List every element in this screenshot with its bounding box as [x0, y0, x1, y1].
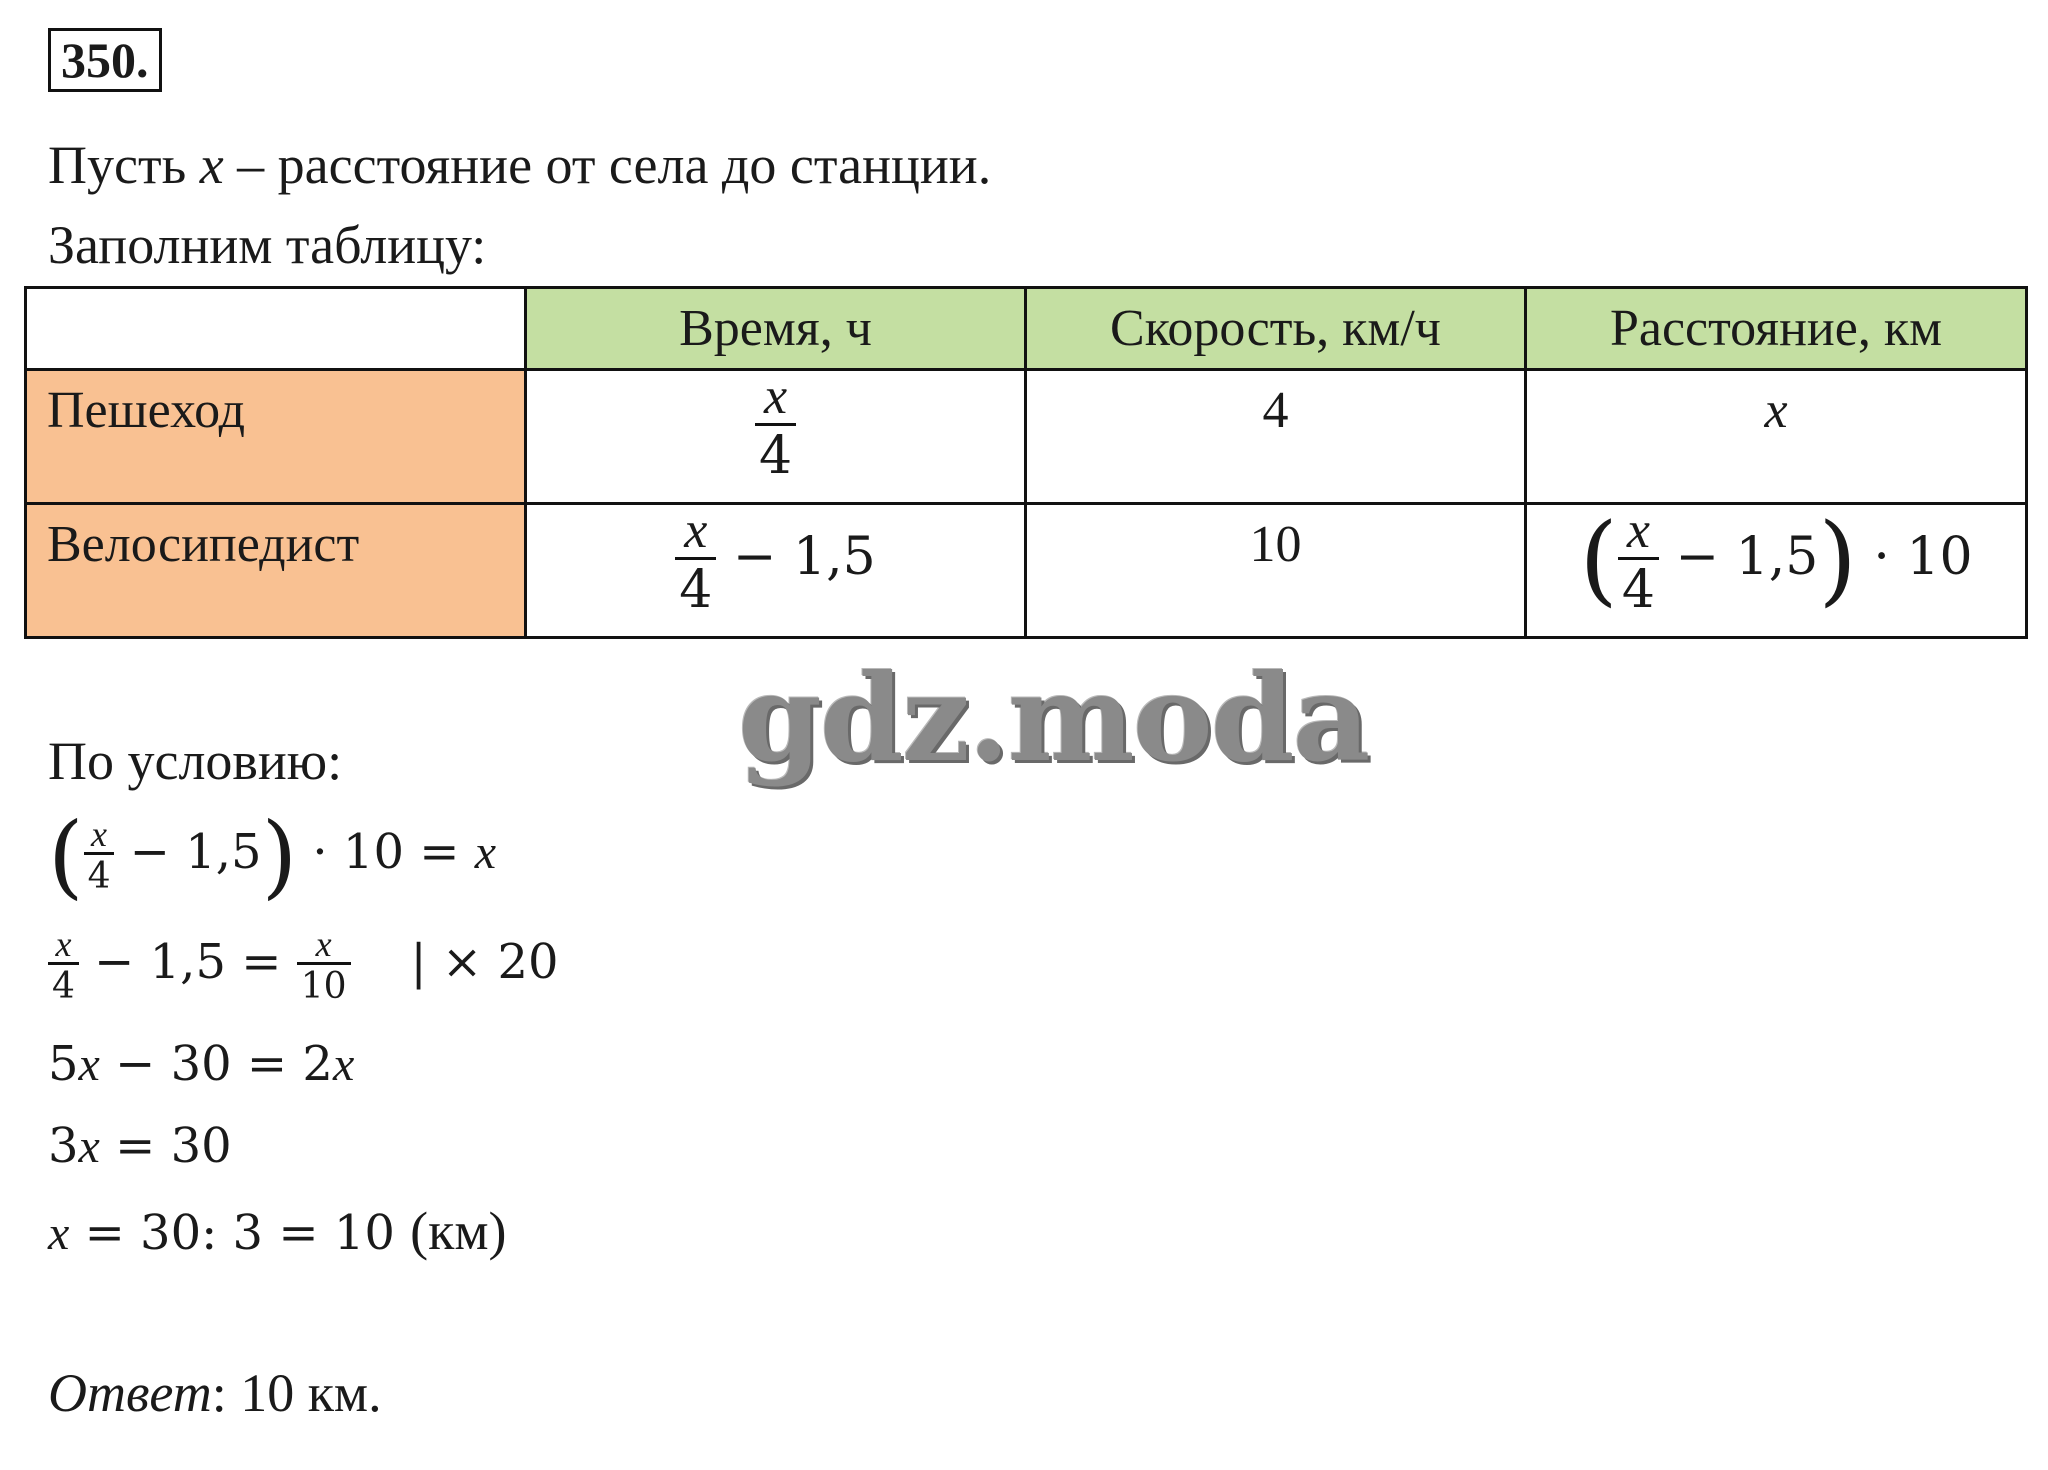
table-row-cyclist: [26, 504, 2027, 638]
answer-text: : 10 км.: [211, 1363, 382, 1423]
equation-3: [48, 1036, 355, 1092]
cell-cyclist-distance: [1526, 504, 2027, 638]
intro-line-2: Заполним таблицу:: [48, 215, 487, 275]
equation-2: [48, 926, 559, 1005]
table-row-pedestrian: [26, 370, 2027, 504]
distance-mid: − 1,5: [1659, 527, 1819, 587]
eq3-a: 5: [48, 1036, 79, 1092]
fraction: [84, 814, 115, 898]
eq2-mid: − 1,5 =: [78, 934, 297, 990]
eq5-b: = 30: 3 = 10: [69, 1205, 411, 1261]
close-paren: ): [261, 802, 298, 909]
fraction: [675, 502, 716, 620]
open-paren: (: [48, 802, 84, 909]
cell-pedestrian-distance: x: [1526, 370, 2027, 504]
answer-label: Ответ: [48, 1363, 212, 1423]
fraction-denominator: 4: [675, 557, 716, 616]
intro-after: – расстояние от села до станции.: [223, 135, 992, 195]
fraction-numerator: x: [91, 814, 108, 855]
cell-cyclist-time: [526, 504, 1026, 638]
equation-5: [48, 1201, 507, 1261]
close-paren: ): [1818, 502, 1857, 618]
fraction-numerator: x: [55, 924, 72, 964]
distance-tail: · 10: [1856, 527, 1973, 587]
eq1-tail: · 10 =: [297, 824, 475, 881]
eq5-unit: (км): [410, 1201, 507, 1261]
eq4-a: 3: [48, 1118, 79, 1174]
cell-pedestrian-speed: 4: [1026, 370, 1526, 504]
header-time: Время, ч: [526, 288, 1026, 370]
problem-number: 350.: [48, 28, 162, 92]
table-header-row: [26, 288, 2027, 370]
eq3-x2: x: [332, 1038, 355, 1091]
fraction: [755, 368, 796, 486]
time-tail: − 1,5: [716, 527, 876, 587]
eq3-b: − 30 = 2: [99, 1036, 333, 1092]
fraction-denominator: 10: [297, 962, 351, 1005]
fraction-numerator: x: [684, 502, 708, 559]
cell-pedestrian-time: [526, 370, 1026, 504]
header-speed: Скорость, км/ч: [1026, 288, 1526, 370]
cell-cyclist-speed: 10: [1026, 504, 1526, 638]
fraction-denominator: 4: [48, 962, 79, 1005]
row-label-pedestrian: Пешеход: [26, 370, 526, 504]
eq2-note: | × 20: [410, 934, 559, 990]
intro-before: Пусть: [48, 135, 200, 195]
eq5-x1: x: [48, 1207, 70, 1260]
fraction-denominator: 4: [84, 852, 115, 895]
answer-line: [48, 1363, 382, 1423]
eq4-b: = 30: [99, 1118, 232, 1174]
fraction-numerator: x: [315, 924, 332, 964]
fraction: [1618, 502, 1659, 620]
fraction-denominator: 4: [1618, 557, 1659, 616]
header-distance: Расстояние, км: [1526, 288, 2027, 370]
data-table: [24, 286, 2028, 639]
intro-var: x: [199, 135, 224, 195]
equation-4: [48, 1118, 232, 1174]
eq3-x1: x: [78, 1038, 100, 1091]
equation-1: [48, 802, 497, 909]
fraction-denominator: 4: [755, 423, 796, 482]
eq1-rhs: x: [474, 826, 497, 880]
fraction: [48, 926, 79, 1005]
fraction: [297, 926, 351, 1005]
header-empty-cell: [26, 288, 526, 370]
condition-label: По условию:: [48, 731, 343, 791]
intro-line-1: [48, 135, 992, 195]
fraction-numerator: x: [763, 368, 788, 425]
eq4-x1: x: [78, 1120, 100, 1173]
watermark: gdz.moda: [738, 648, 1369, 789]
open-paren: (: [1579, 502, 1618, 618]
eq1-mid: − 1,5: [114, 824, 262, 881]
row-label-cyclist: Велосипедист: [26, 504, 526, 638]
fraction-numerator: x: [1626, 502, 1650, 559]
